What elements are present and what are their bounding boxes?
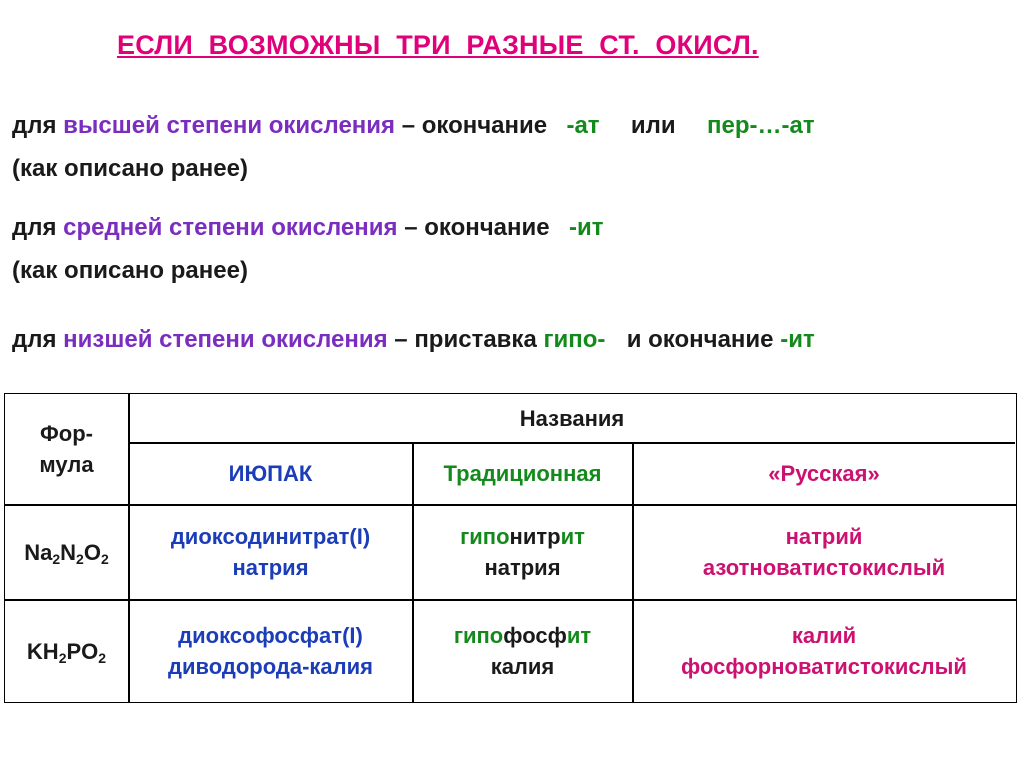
row-2-russian-line-2: фосфорноватистокислый: [681, 654, 967, 679]
rule-low-prefix-part: гипо-: [543, 326, 606, 353]
row-1-trad-prefix: гипо: [460, 524, 510, 549]
row-1-trad-root: нитр: [509, 524, 561, 549]
rule-high-or: или: [630, 112, 676, 139]
rule-mid-note: (как описано ранее): [12, 257, 248, 284]
table-row-2-russian: [633, 600, 1015, 702]
table-row-2-iupac: [129, 600, 412, 702]
row-1-trad-line-1: [460, 521, 585, 552]
rule-high-dash: – окончание: [401, 112, 548, 139]
row-1-russian-line-2: азотноватистокислый: [702, 555, 946, 580]
rule-low-dash: – приставка: [394, 326, 537, 353]
row-1-trad-suffix: ит: [560, 524, 585, 549]
table-row-2-traditional: [413, 600, 632, 702]
row-2-trad-root: фосф: [503, 623, 567, 648]
rule-low-degree: низшей степени окисления: [63, 326, 388, 353]
rule-mid-dash: – окончание: [404, 214, 550, 241]
rule-mid-prefix: для: [12, 214, 57, 241]
table-row-1-formula: [5, 505, 128, 599]
col-header-russian: «Русская»: [768, 461, 880, 486]
col-header-iupac: ИЮПАК: [228, 461, 313, 486]
row-1-russian-line-1: натрий: [785, 524, 863, 549]
col-header-traditional: Традиционная: [443, 461, 602, 486]
table-row-2-formula: [5, 600, 128, 702]
names-table: [4, 393, 1017, 703]
table-row-1-russian: [633, 505, 1015, 599]
table-row-1-traditional: [413, 505, 632, 599]
row-1-trad-line-2: натрия: [484, 555, 561, 580]
formula-header-line-2: мула: [39, 452, 94, 477]
formula-header-line-1: Фор-: [40, 421, 93, 446]
table-row-1-iupac: [129, 505, 412, 599]
rule-mid-line: [12, 214, 603, 242]
names-header: Названия: [519, 405, 625, 431]
rule-high-ending: -ат: [566, 112, 600, 139]
row-2-iupac-line-2: диводорода-калия: [168, 654, 373, 679]
formula-header: [5, 394, 128, 504]
row-2-trad-prefix: гипо: [453, 623, 504, 648]
rule-high-note: (как описано ранее): [12, 155, 248, 182]
rule-high-prefix: для: [12, 112, 57, 139]
rule-mid-degree: средней степени окисления: [63, 214, 398, 241]
formula-na2n2o2: $Na_2N_2O_2$: [24, 539, 109, 567]
rule-high-degree: высшей степени окисления: [63, 112, 396, 139]
row-2-trad-line-1: [454, 620, 591, 651]
rule-high-line: [12, 112, 815, 140]
row-2-trad-line-2: калия: [490, 654, 555, 679]
rule-low-prefix: для: [12, 326, 57, 353]
row-2-trad-suffix: ит: [566, 623, 592, 648]
row-1-iupac-line-1: диоксодинитрат(I): [170, 524, 371, 549]
page-title: ЕСЛИ ВОЗМОЖНЫ ТРИ РАЗНЫЕ СТ. ОКИСЛ.: [117, 30, 759, 60]
rule-mid-ending: -ит: [568, 214, 604, 241]
row-1-iupac-line-2: натрия: [232, 555, 309, 580]
rule-low-line: [12, 326, 815, 354]
row-2-iupac-line-1: диоксофосфат(I): [178, 623, 363, 648]
rule-low-and: и окончание: [626, 326, 774, 353]
rule-high-alt: пер-…-ат: [707, 112, 815, 139]
formula-kh2po2: $KH_2PO_2$: [26, 638, 107, 666]
row-2-russian-line-1: калий: [791, 623, 857, 648]
rule-low-ending: -ит: [780, 326, 815, 353]
